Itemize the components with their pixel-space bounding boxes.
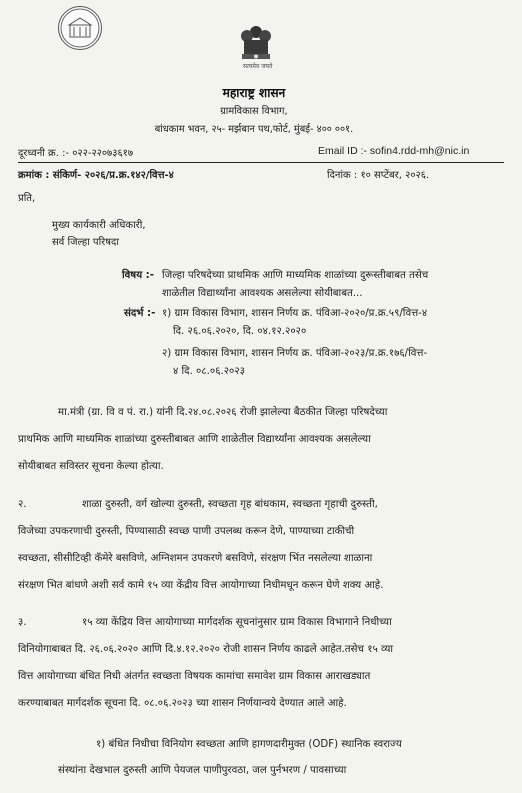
- emblem-caption: सत्यमेव जयते: [243, 63, 273, 70]
- subject-line-2: शाळेतील विद्यार्थ्यांना आवश्यक असलेल्या सोयीबाबत...: [162, 288, 363, 299]
- paragraph-1-line-3: सोयीबाबत सविस्तर सूचना केल्या होत्या.: [18, 461, 164, 472]
- paragraph-4-line-2: संस्थांना देखभाल दुरुस्ती आणि पेयजल पाणीपुरवठा, जल पुर्नभरण / पावसाच्या: [58, 765, 347, 776]
- reference-2-line-2: ४ दि. ०८.०६.२०२३: [173, 366, 245, 377]
- paragraph-3-line-1: १५ व्या केंद्रिय वित्त आयोगाच्या मार्गदर्शक सूचनांनुसार ग्राम विकास विभागाने निधीच्या: [82, 617, 392, 628]
- address: बांधकाम भवन, २५- मर्झबान पथ,फोर्ट, मुंबई- ४०० ००१.: [154, 124, 354, 135]
- building-icon: [59, 7, 101, 49]
- letter-date: दिनांक : १० सप्टेंबर, २०२६.: [327, 170, 430, 181]
- paragraph-1-line-1: मा.मंत्री (ग्रा. वि व पं. रा.) यांनी दि.२४.०८.२०२६ रोजी झालेल्या बैठकीत जिल्हा परिषदेच्या: [58, 407, 388, 418]
- subject-line-1: जिल्हा परिषदेच्या प्राथमिक आणि माध्यमिक शाळांच्या दुरूस्तीबाबत तसेच: [162, 270, 429, 281]
- department-logo: [58, 6, 102, 50]
- recipient-line-1: मुख्य कार्यकारी अधिकारी,: [52, 220, 146, 231]
- paragraph-2-line-4: संरक्षण भित बांधणे अशी सर्व कामे १५ व्या केंद्रीय वित्त आयोगाच्या निधीमधून करून घेणे शक्य आहे.: [18, 580, 384, 591]
- recipient-prefix: प्रति,: [18, 193, 36, 204]
- reference-1-line-1: १) ग्राम विकास विभाग, शासन निर्णय क्र. पंविआ-२०२०/प्र.क्र.५९/वित्त-४: [162, 308, 428, 319]
- national-emblem-icon: [234, 22, 278, 80]
- paragraph-2-line-3: स्वच्छता, सीसीटिव्ही कॅमेरे बसविणे, अग्निशमन उपकरणे बसविणे, संरक्षण भिंत नसलेल्या शाळाना: [18, 553, 373, 564]
- paragraph-3-line-3: वित्त आयोगाच्या बंधित निधी अंतर्गत स्वच्छता विषयक कामांचा समावेश ग्राम विकास आराखड्यात: [18, 671, 371, 682]
- reference-number: क्रमांक : संकिर्ण- २०२६/प्र.क्र.१४२/वित्त-४: [18, 170, 174, 181]
- subject-label: विषय :-: [122, 270, 154, 281]
- phone-number: दूरध्वनी क्र. :- ०२२-२२०७३६१७: [18, 148, 134, 159]
- email-address: Email ID :- sofin4.rdd-mh@nic.in: [318, 145, 470, 157]
- paragraph-1-line-2: प्राथमिक आणि माध्यमिक शाळांच्या दुरुस्तीबाबत आणि शाळेतील विद्यार्थ्यांना आवश्यक असलेल्या: [18, 434, 371, 445]
- paragraph-2-line-1: शाळा दुरुस्ती, वर्ग खोल्या दुरुस्ती, स्वच्छता गृह बांधकाम, स्वच्छता गृहाची दुरुस्ती,: [82, 499, 378, 510]
- paragraph-2-line-2: विजेच्या उपकरणाची दुरुस्ती, पिण्यासाठी स्वच्छ पाणी उपलब्ध करून देणे, पाण्याच्या टाकीची: [18, 526, 355, 537]
- department-name: ग्रामविकास विभाग,: [220, 106, 288, 117]
- header-divider: [18, 162, 504, 163]
- paragraph-3-line-4: करण्याबाबत मार्गदर्शक सूचना दि. ०८.०६.२०२३ च्या शासन निर्णयान्वये देण्यात आले आहे.: [18, 698, 347, 709]
- paragraph-3-line-2: विनियोगाबाबत दि. २६.०६.२०२० आणि दि.४.१२.२०२० रोजी शासन निर्णय काढले आहेत.तसेच १५ व्या: [18, 644, 394, 655]
- recipient-line-2: सर्व जिल्हा परिषदा: [52, 237, 119, 248]
- paragraph-4-line-1: १) बंधित निधीचा विनियोग स्वच्छता आणि हागणदारीमुक्त (ODF) स्थानिक स्वराज्य: [96, 739, 402, 750]
- paragraph-2-number: २.: [18, 499, 27, 510]
- paragraph-3-number: ३.: [18, 617, 27, 628]
- govt-title: महाराष्ट्र शासन: [222, 85, 286, 100]
- reference-2-line-1: २) ग्राम विकास विभाग, शासन निर्णय क्र. पंविआ-२०२३/प्र.क्र.१७६/वित्त-: [162, 348, 428, 359]
- reference-1-line-2: दि. २६.०६.२०२०, दि. ०४.१२.२०२०: [173, 326, 307, 337]
- references-label: संदर्भ :-: [124, 308, 156, 319]
